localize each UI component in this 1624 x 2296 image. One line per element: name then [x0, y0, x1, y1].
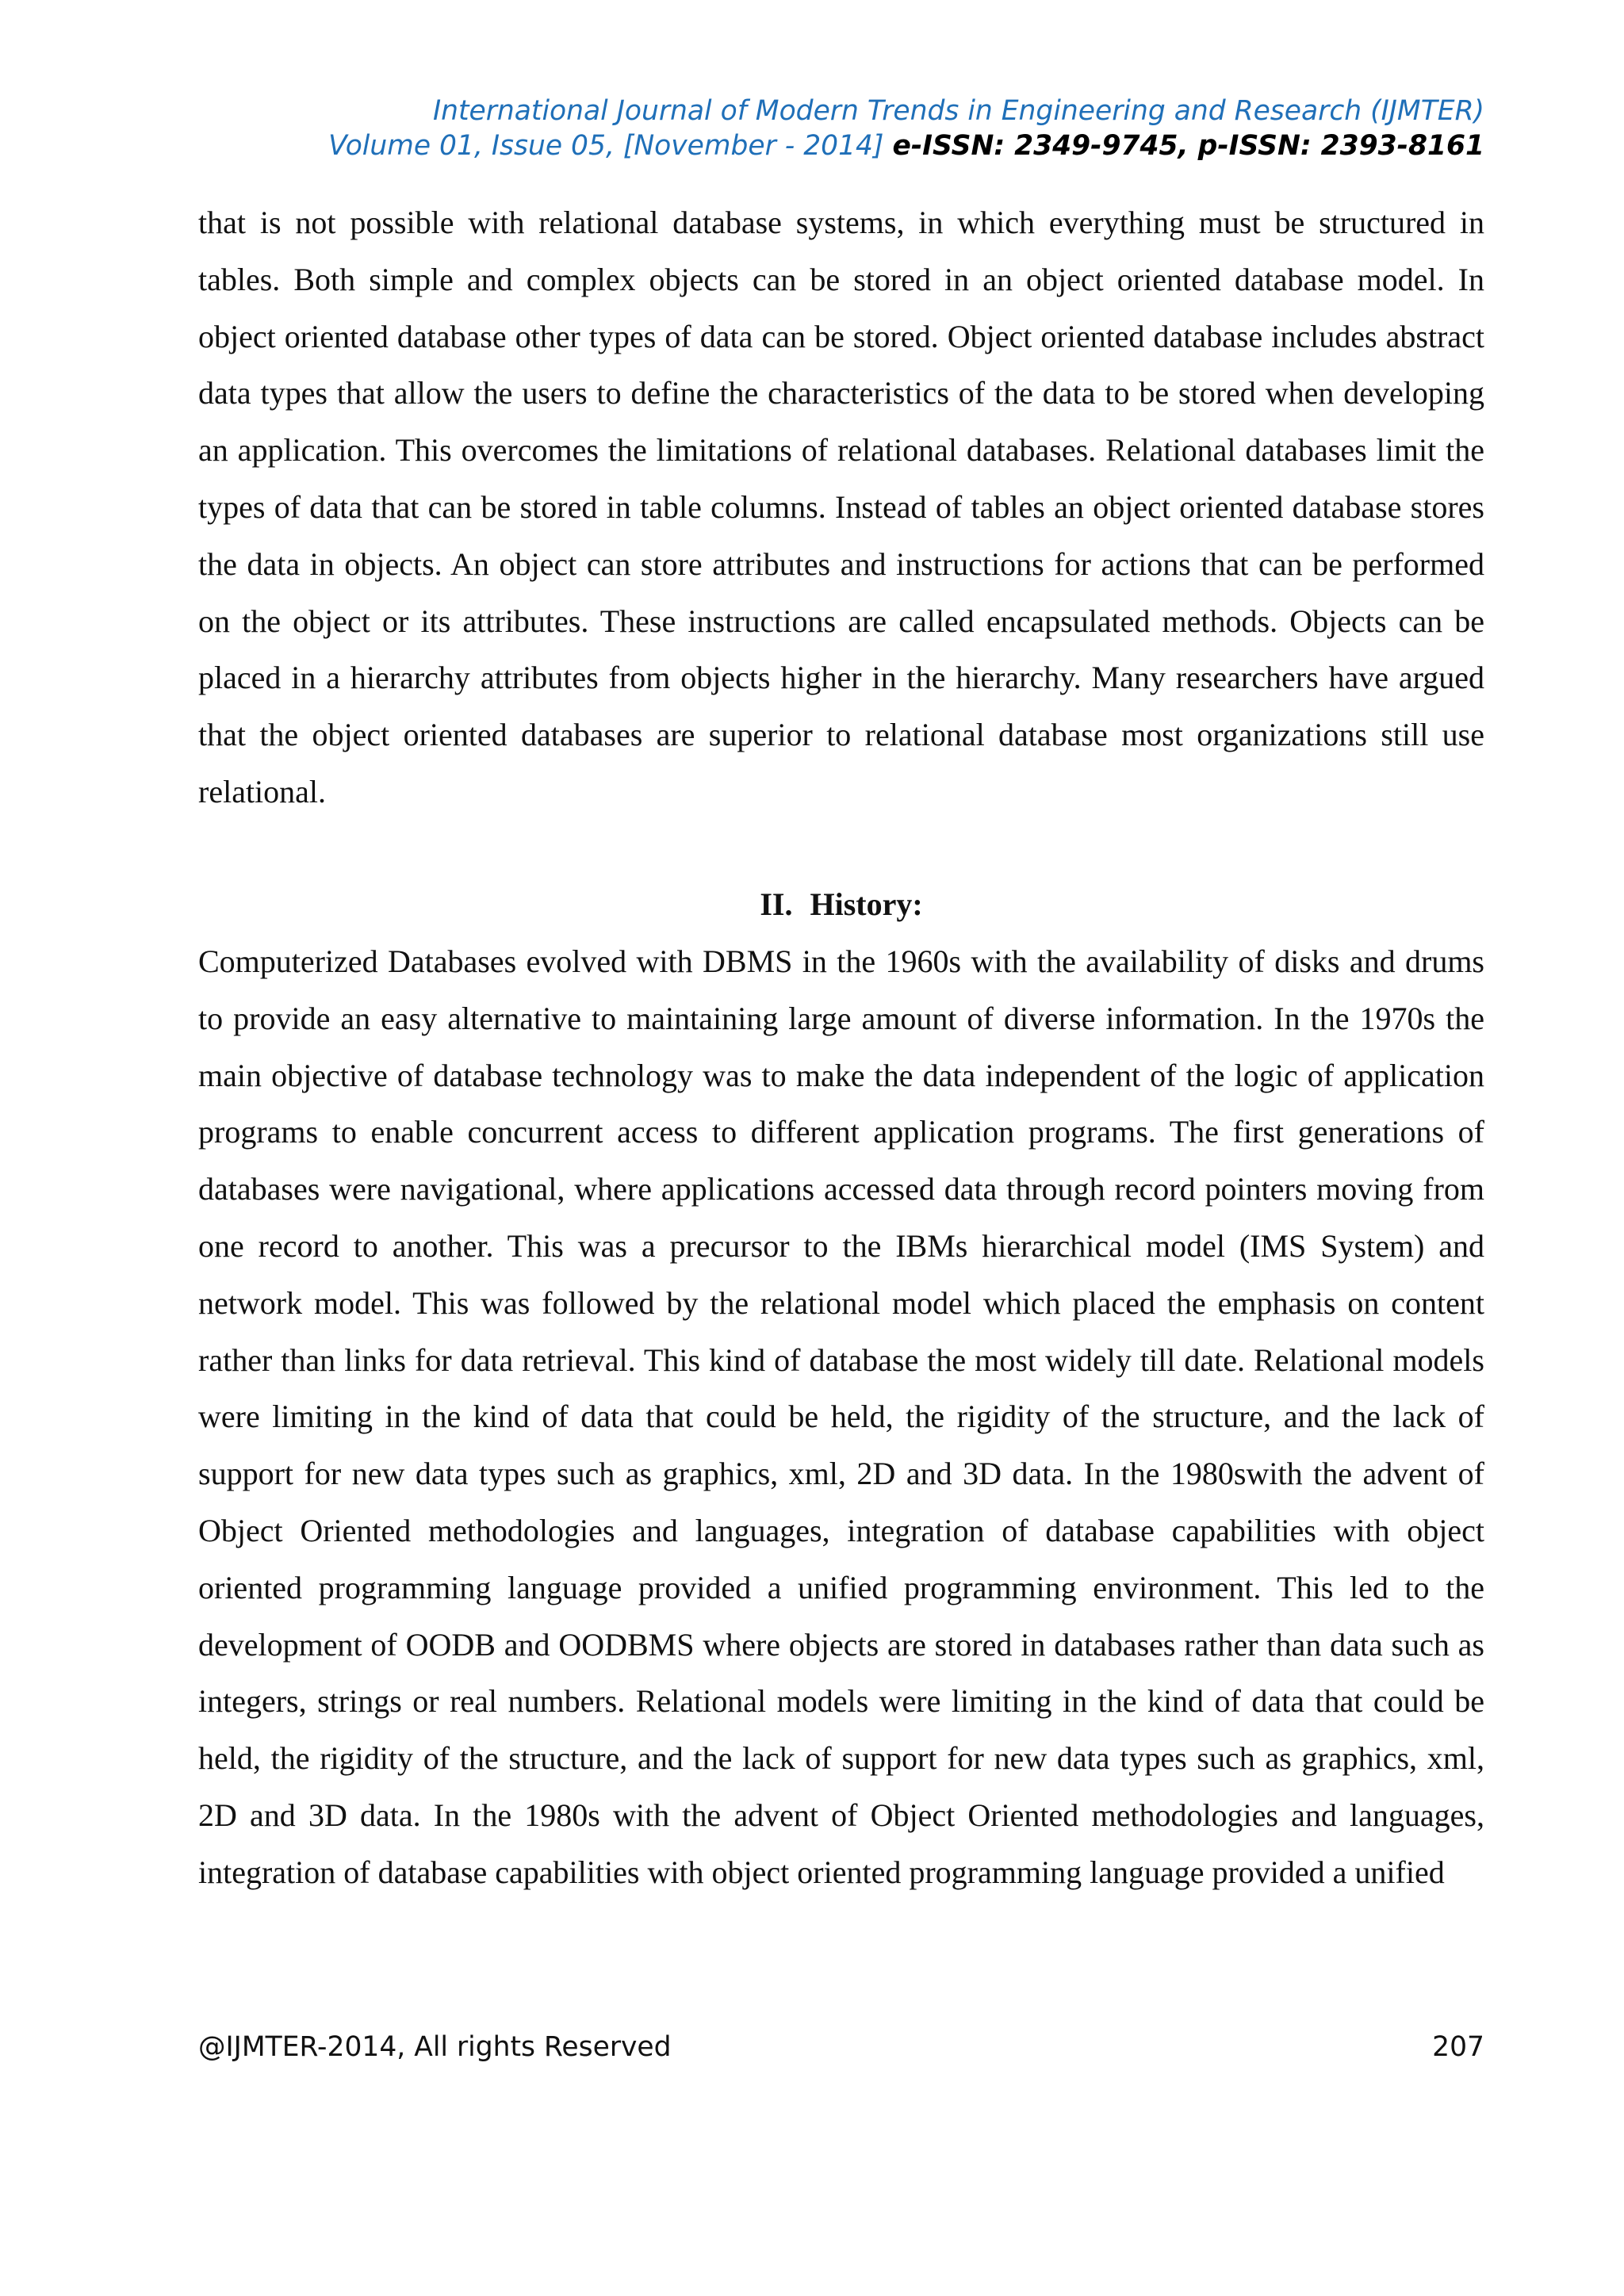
copyright-notice: @IJMTER-2014, All rights Reserved: [198, 2031, 672, 2063]
body-paragraph-2: Computerized Databases evolved with DBMS in the 1960s with the availability of disks and drums to provide an easy alternative to maintaining large amount of diverse information. In the 1970s the main objective of database technology was to make the data independent of the logic of application programs to enable concurrent access to different application programs. The first generations of databases were navigational, where applications accessed data through record pointers moving from one record to another. This was a precursor to the IBMs hierarchical model (IMS System) and network model. This was followed by the relational model which placed the emphasis on content rather than links for data retrieval. This kind of database the most widely till date. Relational models were limiting in the kind of data that could be held, the rigidity of the structure, and the lack of support for new data types such as graphics, xml, 2D and 3D data. In the 1980swith the advent of Object Oriented methodologies and languages, integration of database capabilities with object oriented programming language provided a unified programming environment. This led to the development of OODB and OODBMS where objects are stored in databases rather than data such as integers, strings or real numbers. Relational models were limiting in the kind of data that could be held, the rigidity of the structure, and the lack of support for new data types such as graphics, xml, 2D and 3D data. In the 1980s with the advent of Object Oriented methodologies and languages, integration of database capabilities with object oriented programming language provided a unified: [198, 943, 1484, 1890]
body-paragraph-1: that is not possible with relational database systems, in which everything must be structured in tables. Both simple and complex objects can be stored in an object oriented database model. In object oriented database other types of data can be stored. Object oriented database includes abstract data types that allow the users to define the characteristics of the data to be stored when developing an application. This overcomes the limitations of relational databases. Relational databases limit the types of data that can be stored in table columns. Instead of tables an object oriented database stores the data in objects. An object can store attributes and instructions for actions that can be performed on the object or its attributes. These instructions are called encapsulated methods. Objects can be placed in a hierarchy attributes from objects higher in the hierarchy. Many researchers have argued that the object oriented databases are superior to relational database most organizations still use relational.: [198, 205, 1484, 809]
volume-line: [198, 128, 1484, 163]
section-number: II.: [760, 886, 793, 922]
section-title: History:: [810, 886, 923, 922]
section-heading: [198, 876, 1484, 933]
journal-title: International Journal of Modern Trends in Engineering and Research (IJMTER): [432, 95, 1484, 127]
volume-issue: Volume 01, Issue 05, [November - 2014]: [328, 130, 884, 162]
page-number: 207: [1432, 2031, 1484, 2063]
issn-numbers: e-ISSN: 2349-9745, p-ISSN: 2393-8161: [892, 130, 1484, 162]
running-header: [198, 94, 1484, 163]
